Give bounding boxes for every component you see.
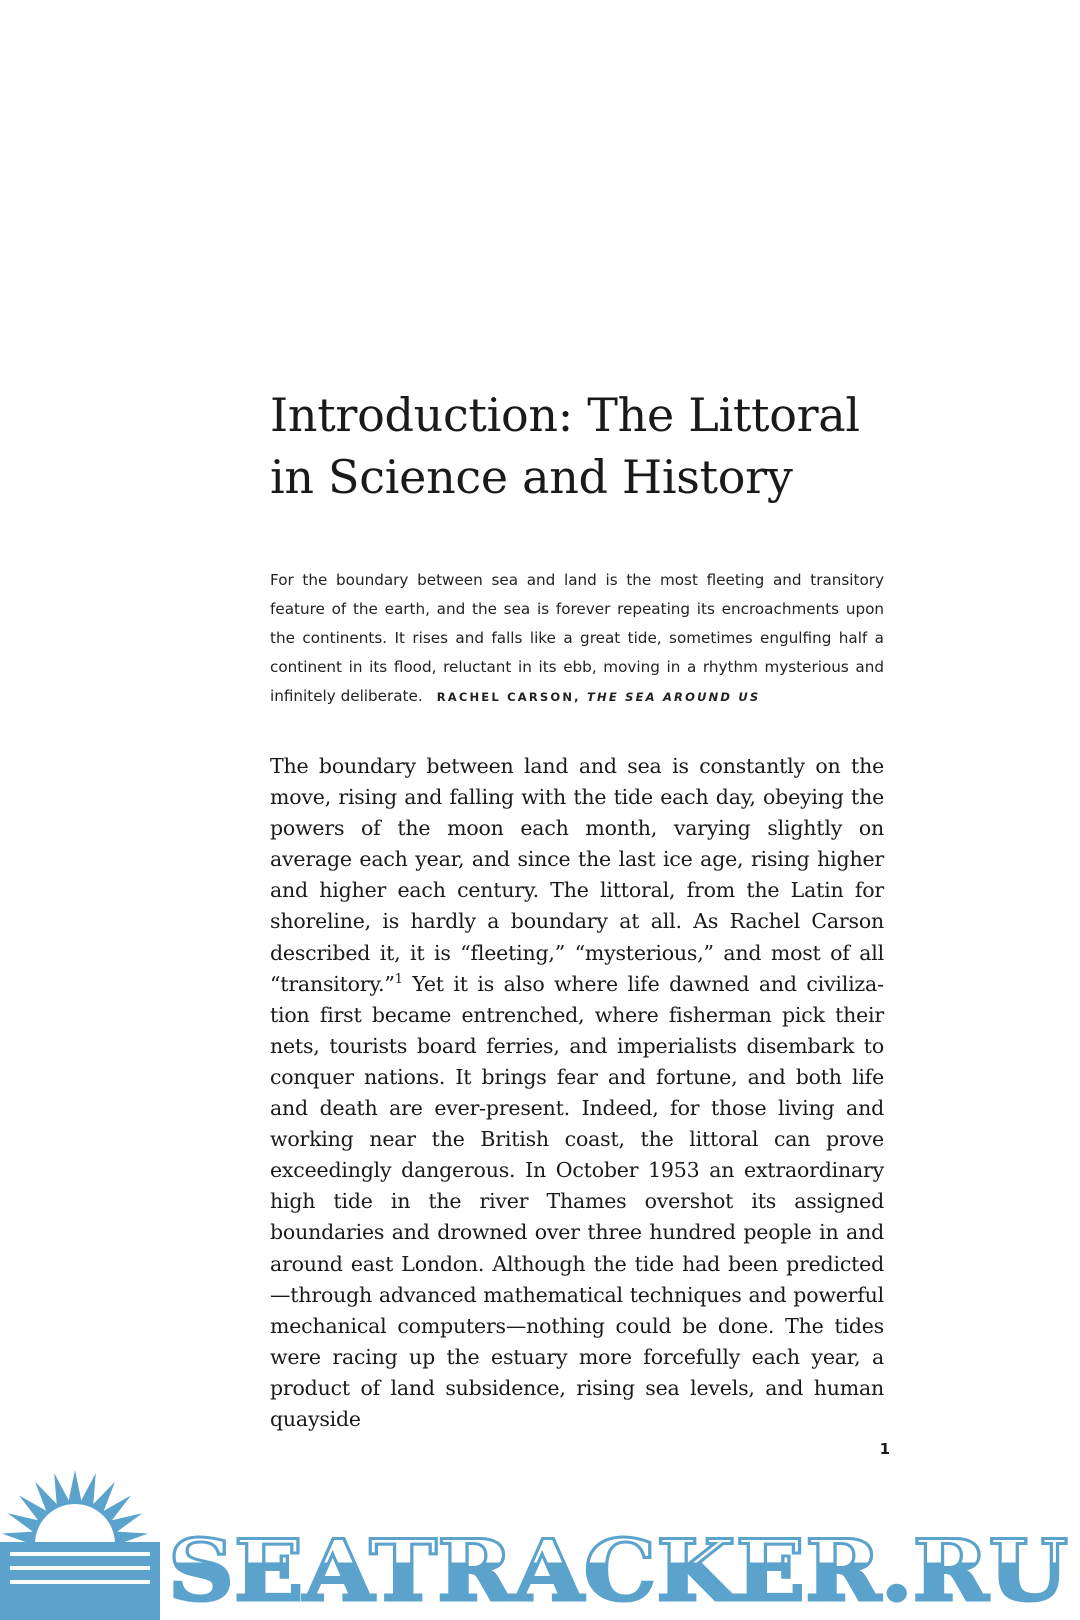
footnote-reference[interactable]: 1 (394, 971, 403, 987)
chapter-title (270, 384, 910, 508)
sea-wave-line (10, 1552, 150, 1556)
body-paragraph (270, 751, 884, 1435)
page-number: 1 (879, 1440, 890, 1458)
sun-rays-icon (0, 1470, 160, 1620)
body-text-part-2: Yet it is also where life dawned and civilization first became entrenched, where fisherman pick their nets, tourists board ferries, and imperialists disembark to conquer nations. It brings fear and fortune, and both life and death are ever-present. Indeed, for those living and working near the British coast, the littoral can prove exceedingly dangerous. In October 1953 an extraordinary high tide in the river Thames overshot its assigned boundaries and drowned over three hundred people in and around east London. Although the tide had been predicted—through advanced mathematical techniques and powerful mechanical computers—nothing could be done. The tides were racing up the estuary more forcefully each year, a product of land subsidence, rising sea levels, and human quayside (270, 971, 884, 1431)
epigraph (270, 566, 884, 712)
epigraph-quote: For the boundary between sea and land is the most fleeting and transitory feature of the earth, and the sea is forever repeating its encroachments upon the continents. It rises and falls like a great tide, sometimes engulfing half a continent in its flood, reluctant in its ebb, moving in a rhythm mysterious and infinitely deliberate. (270, 571, 884, 705)
body-text-part-1: The boundary between land and sea is constantly on the move, rising and falling with the tide each day, obeying the powers of the moon each month, varying slightly on average each year, and since the last ice age, rising higher and higher each century. The littoral, from the Latin for shoreline, is hardly a boundary at all. As Rachel Carson described it, it is “fleeting,” “mysterious,” and most of all “transitory.” (270, 754, 884, 996)
epigraph-source: THE SEA AROUND US (586, 690, 761, 704)
sea-wave-line (10, 1580, 150, 1584)
chapter-title-line-2: in Science and History (270, 450, 793, 504)
watermark (0, 1462, 1080, 1620)
chapter-title-line-1: Introduction: The Littoral (270, 388, 860, 442)
watermark-text: SEATRACKER.RU (168, 1521, 1068, 1620)
sea-wave-line (10, 1566, 150, 1570)
epigraph-attribution (437, 690, 761, 704)
epigraph-author: RACHEL CARSON, (436, 690, 581, 704)
